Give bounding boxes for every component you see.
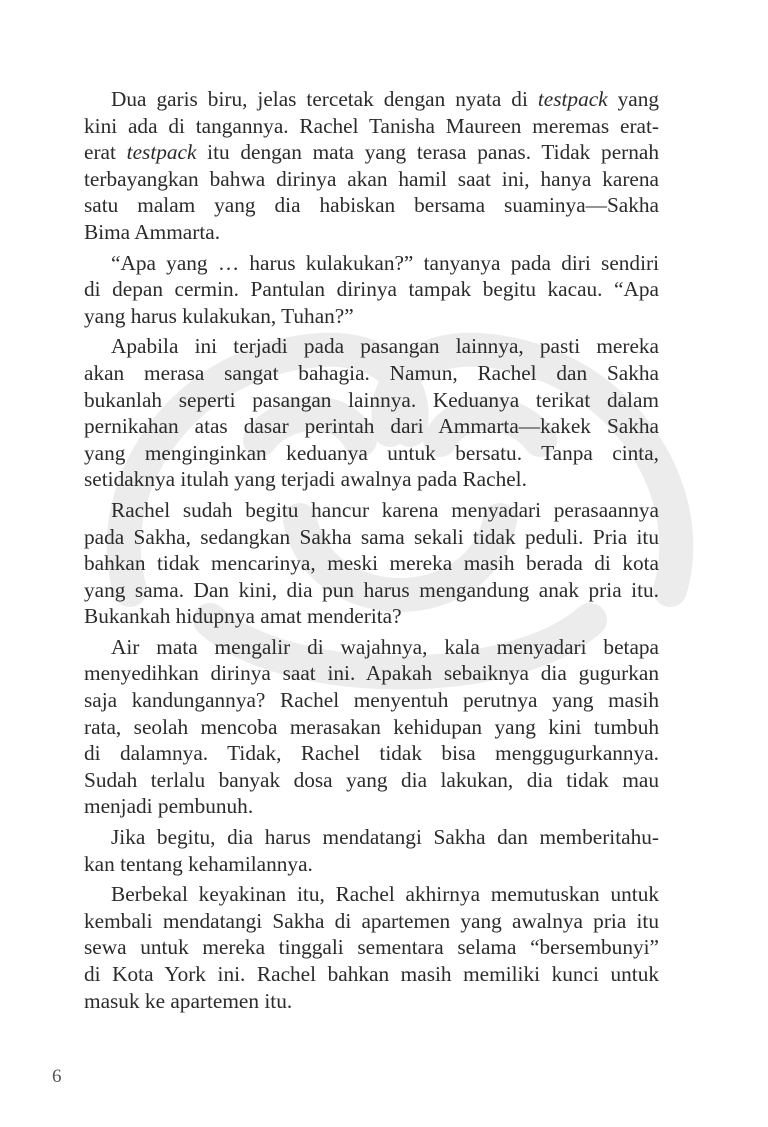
text-line: menyedihkan dirinya saat ini. Apakah sebaiknya dia gugurkan [84,661,659,686]
text-line: Berbekal keyakinan itu, Rachel akhirnya memutuskan untuk [111,882,659,907]
text-line: di dalamnya. Tidak, Rachel tidak bisa menggugurkannya. [84,741,659,766]
text-line: pada Sakha, sedangkan Sakha sama sekali tidak peduli. Pria itu [84,524,659,549]
text-line: kan tentang kehamilannya. [84,851,313,876]
text-line: di depan cermin. Pantulan dirinya tampak begitu kacau. “Apa [84,277,659,302]
text-line: Air mata mengalir di wajahnya, kala menyadari betapa [111,634,659,659]
text-line: bukanlah seperti pasangan lainnya. Keduanya terikat dalam [84,387,659,412]
text-line: yang menginginkan keduanya untuk bersatu. Tanpa cinta, [84,440,659,465]
text-line: Rachel sudah begitu hancur karena menyadari perasaannya [111,497,659,522]
text-line: bahkan tidak mencarinya, meski mereka masih berada di kota [84,551,659,576]
text-line: yang sama. Dan kini, dia pun harus mengandung anak pria itu. [84,577,659,602]
body-paragraph [84,497,659,630]
text-line: masuk ke apartemen itu. [84,988,293,1013]
text-line: Apabila ini terjadi pada pasangan lainnya, pasti mereka [111,334,659,359]
text-line: Bima Ammarta. [84,219,221,244]
text-line: Jika begitu, dia harus mendatangi Sakha dan memberitahu- [111,825,659,850]
body-paragraph [84,881,659,1014]
text-line: Dua garis biru, jelas tercetak dengan nyata di testpack yang [111,87,659,111]
body-paragraph [84,86,659,246]
text-line: terbayangkan bahwa dirinya akan hamil saat ini, hanya karena [84,166,659,191]
text-line: Sudah terlalu banyak dosa yang dia lakukan, dia tidak mau [84,767,659,792]
body-paragraph [84,824,659,877]
text-line: setidaknya itulah yang terjadi awalnya pada Rachel. [84,467,527,492]
body-paragraph [84,634,659,820]
text-line: “Apa yang … harus kulakukan?” tanyanya pada diri sendiri [111,250,659,275]
text-line: akan merasa sangat bahagia. Namun, Rachel dan Sakha [84,360,659,385]
text-line: saja kandungannya? Rachel menyentuh perutnya yang masih [84,688,659,713]
text-line: di Kota York ini. Rachel bahkan masih memiliki kunci untuk [84,962,659,986]
text-line: kini ada di tangannya. Rachel Tanisha Maureen meremas erat- [84,113,659,138]
page-body [84,86,659,1018]
text-line: yang harus kulakukan, Tuhan?” [84,303,354,328]
text-line: menjadi pembunuh. [84,794,254,819]
text-line: erat testpack itu dengan mata yang terasa panas. Tidak pernah [84,140,659,165]
body-paragraph [84,250,659,330]
text-line: sewa untuk mereka tinggali sementara selama “bersembunyi” [84,935,659,960]
text-line: pernikahan atas dasar perintah dari Ammarta—kakek Sakha [84,414,659,439]
text-line: satu malam yang dia habiskan bersama suaminya—Sakha [84,193,659,218]
italic-term: testpack [126,140,197,165]
text-line: kembali mendatangi Sakha di apartemen yang awalnya pria itu [84,908,659,933]
italic-term: testpack [537,87,608,111]
text-line: Bukankah hidupnya amat menderita? [84,604,402,629]
body-paragraph [84,333,659,493]
text-line: rata, seolah mencoba merasakan kehidupan yang kini tumbuh [84,714,659,739]
page-number: 6 [52,1066,62,1087]
